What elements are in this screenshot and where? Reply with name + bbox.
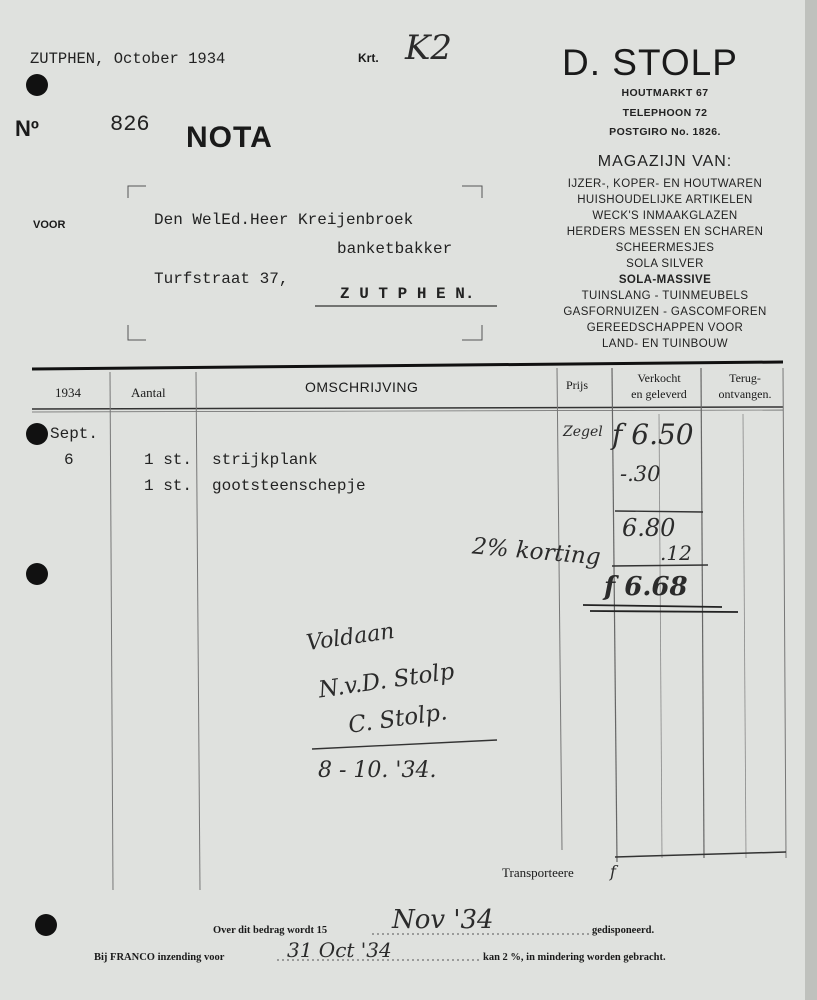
item-desc: strijkplank xyxy=(212,451,318,469)
doc-title: NOTA xyxy=(186,121,273,154)
product-line: SOLA-MASSIVE xyxy=(618,274,712,286)
signature-date: 8 - 10. '34. xyxy=(318,758,437,783)
zegel-label: Zegel xyxy=(563,424,603,440)
recipient-name: Den WelEd.Heer Kreijenbroek xyxy=(154,211,414,229)
magazijn-heading: MAGAZIJN VAN: xyxy=(597,153,733,170)
column-header-omschrijving: OMSCHRIJVING xyxy=(305,379,419,395)
product-line: LAND- EN TUINBOUW xyxy=(601,338,729,350)
signature-firm: N.v.D. Stolp xyxy=(316,658,456,704)
item-qty: 1 st. xyxy=(144,477,193,495)
company-address: HOUTMARKT 67 xyxy=(621,87,709,99)
voor-label: VOOR xyxy=(33,219,66,231)
transporteere-label: Transporteere xyxy=(502,865,574,880)
footer-line1-pre: Over dit bedrag wordt 15 xyxy=(213,925,328,936)
date-day: 6 xyxy=(64,451,74,469)
recipient-address: Turfstraat 37, xyxy=(154,270,289,288)
column-header-prijs: Prijs xyxy=(566,378,589,392)
amount-first: f 6.50 xyxy=(612,418,694,451)
signature-voldaan: Voldaan xyxy=(304,618,396,657)
product-line: GEREEDSCHAPPEN VOOR xyxy=(586,322,744,334)
product-line: SCHEERMESJES xyxy=(615,242,715,254)
footer-line2-pre: Bij FRANCO inzending voor xyxy=(94,952,225,963)
number-label: Nº xyxy=(15,116,39,141)
product-line: WECK'S INMAAKGLAZEN xyxy=(592,210,738,222)
recipient-city: Z U T P H E N. xyxy=(340,285,475,303)
footer-line2-hand: 31 Oct '34 xyxy=(287,938,392,962)
amount-korting: .12 xyxy=(660,541,692,565)
invoice-number: 826 xyxy=(110,112,150,137)
column-header-verkocht: Verkocht en geleverd xyxy=(631,371,687,401)
korting-label: 2% korting xyxy=(471,533,602,571)
scan-edge xyxy=(805,0,817,1000)
footer-line2-post: kan 2 %, in mindering worden gebracht. xyxy=(483,952,666,963)
transporteere-value: f xyxy=(610,862,616,881)
signature-name: C. Stolp. xyxy=(346,699,449,739)
footer-line1-post: gedisponeerd. xyxy=(592,925,655,936)
product-line: HUISHOUDELIJKE ARTIKELEN xyxy=(577,194,753,206)
krt-value: K2 xyxy=(405,28,453,68)
product-line: SOLA SILVER xyxy=(626,258,704,270)
company-name: D. STOLP xyxy=(562,42,738,83)
footer-line1-hand: Nov '34 xyxy=(392,905,494,935)
company-phone: TELEPHOON 72 xyxy=(622,107,708,119)
product-line: TUINSLANG - TUINMEUBELS xyxy=(581,290,749,302)
product-line: GASFORNUIZEN - GASCOMFOREN xyxy=(563,306,767,318)
company-postgiro: POSTGIRO No. 1826. xyxy=(609,126,721,138)
amount-total: f 6.68 xyxy=(604,572,688,602)
date-month: Sept. xyxy=(50,425,99,443)
recipient-profession: banketbakker xyxy=(337,240,453,258)
amount-subtotal: 6.80 xyxy=(622,514,676,542)
item-desc: gootsteenschepje xyxy=(212,477,366,495)
place-date: ZUTPHEN, October 1934 xyxy=(30,50,226,68)
column-header-aantal: Aantal xyxy=(131,385,166,400)
product-line: HERDERS MESSEN EN SCHAREN xyxy=(566,226,764,238)
amount-second: -.30 xyxy=(620,462,661,486)
column-header-year: 1934 xyxy=(55,385,81,400)
krt-label: Krt. xyxy=(358,51,379,65)
item-qty: 1 st. xyxy=(144,451,193,469)
column-header-terug: Terug- ontvangen. xyxy=(718,371,772,401)
product-line: IJZER-, KOPER- EN HOUTWAREN xyxy=(567,178,763,190)
